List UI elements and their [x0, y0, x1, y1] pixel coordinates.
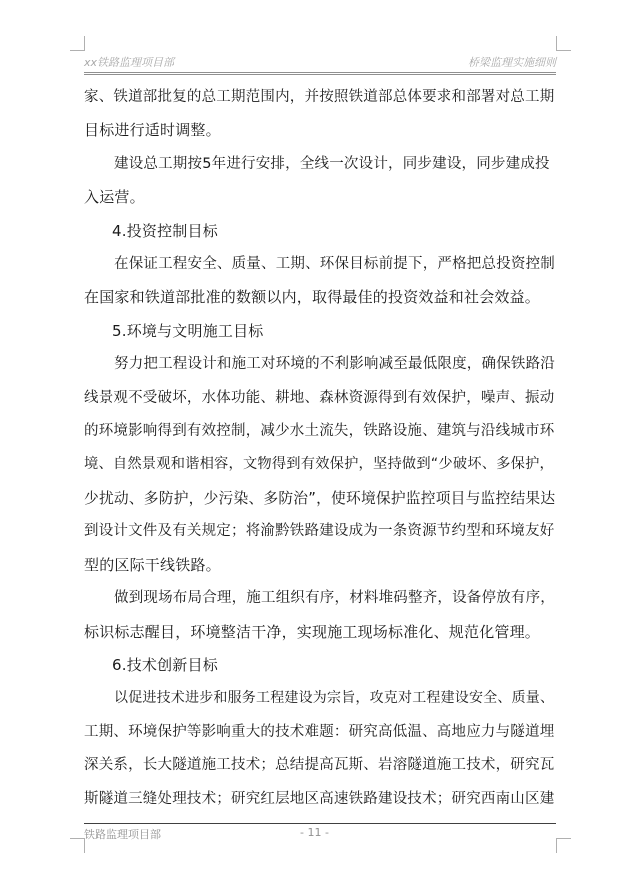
body-line: 入运营。: [84, 188, 145, 207]
body-line: 在保证工程安全、质量、工期、环保目标前提下，严格把总投资控制: [114, 256, 555, 273]
body-line: 境、自然景观和谐相容，文物得到有效保护，坚持做到“少破坏、多保护，: [84, 456, 554, 473]
body-line: 做到现场布局合理，施工组织有序，材料堆码整齐，设备停放有序，: [114, 590, 555, 607]
section-heading: 5.环境与文明施工目标: [112, 321, 264, 340]
crop-mark-top-left: [70, 36, 85, 51]
body-line: 工期、环境保护等影响重大的技术难题：研究高低温、高地应力与隧道埋: [84, 723, 555, 740]
body-line: 线景观不受破坏，水体功能、耕地、森林资源得到有效保护，噪声、振动: [84, 389, 555, 406]
body-line: 在国家和铁道部批准的数额以内，取得最佳的投资效益和社会效益。: [84, 288, 541, 307]
crop-mark-bottom-right: [556, 838, 571, 853]
header-rule: [84, 72, 556, 75]
footer-rule: [84, 823, 556, 824]
document-body: [84, 81, 556, 816]
footer-left-text: 铁路监理项目部: [84, 828, 161, 841]
page-header: [84, 52, 556, 72]
header-left-text: xx铁路监理项目部: [84, 56, 175, 69]
body-line: 标识标志醒目，环境整洁干净，实现施工现场标准化、规范化管理。: [84, 622, 541, 641]
header-right-text: 桥梁监理实施细则: [468, 56, 556, 69]
body-line: 到设计文件及有关规定；将渝黔铁路建设成为一条资源节约型和环境友好: [84, 523, 555, 540]
body-line: 建设总工期按5年进行安排，全线一次设计，同步建设，同步建成投: [114, 155, 550, 172]
body-line: 努力把工程设计和施工对环境的不利影响减至最低限度，确保铁路沿: [114, 356, 555, 373]
body-line: 家、铁道部批复的总工期范围内，并按照铁道部总体要求和部署对总工期: [84, 89, 555, 105]
body-line: 的环境影响得到有效控制，减少水土流失，铁路设施、建筑与沿线城市环: [84, 423, 555, 440]
body-line: 以促进技术进步和服务工程建设为宗旨，攻克对工程建设安全、质量、: [114, 690, 555, 707]
page-number: - 11 -: [300, 826, 329, 839]
crop-mark-top-right: [556, 36, 571, 51]
section-heading: 4.投资控制目标: [112, 221, 218, 240]
body-line: 目标进行适时调整。: [84, 121, 221, 140]
body-line: 斯隧道三缝处理技术；研究红层地区高速铁路建设技术；研究西南山区建: [84, 790, 555, 807]
body-line: 少扰动、多防护，少污染、多防治”，使环境保护监控项目与监控结果达: [84, 489, 556, 507]
crop-mark-bottom-left: [70, 838, 85, 853]
body-line: 深关系，长大隧道施工技术；总结提高瓦斯、岩溶隧道施工技术，研究瓦: [84, 757, 555, 774]
section-heading: 6.技术创新目标: [112, 655, 218, 674]
body-line: 型的区际干线铁路。: [84, 555, 221, 574]
